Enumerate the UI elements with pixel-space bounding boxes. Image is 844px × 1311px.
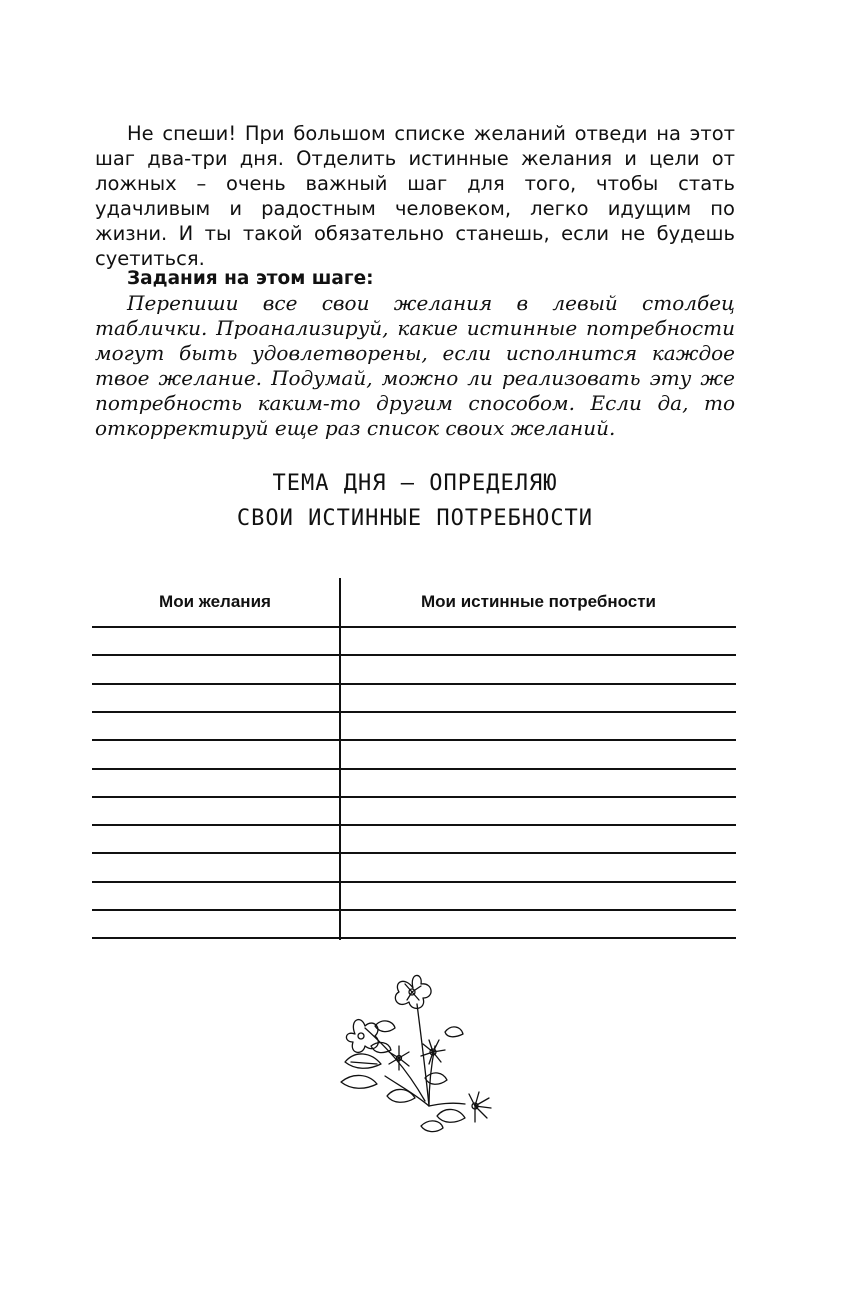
wish-cell[interactable] [92, 770, 338, 796]
theme-title-line2: СВОИ ИСТИННЫЕ ПОТРЕБНОСТИ [236, 506, 594, 531]
need-cell[interactable] [342, 628, 736, 654]
need-cell[interactable] [342, 883, 736, 909]
need-cell[interactable] [342, 713, 736, 739]
intro-paragraph: Не спеши! При большом списке желаний отведи на этот шаг два-три дня. Отделить истинные желания и цели от ложных – очень важный шаг для того, чтобы стать удачливым и радостным человеком, легко идущим по жизни. И ты такой обязательно станешь, если не будешь суетиться. [95, 122, 735, 270]
need-cell[interactable] [342, 656, 736, 682]
wish-cell[interactable] [92, 628, 338, 654]
need-cell[interactable] [342, 741, 736, 767]
wishes-table [92, 578, 736, 940]
wish-cell[interactable] [92, 713, 338, 739]
flower-bouquet-icon [325, 966, 505, 1138]
tasks-text: Перепиши все свои желания в левый столбец таблички. Проанализируй, какие истинные потребности могут быть удовлетворены, если исполнится каждое твое желание. Подумай, можно ли реализовать эту же потребность каким-то другим способом. Если да, то откорректируй еще раз список своих желаний. [95, 291, 735, 440]
wish-cell[interactable] [92, 854, 338, 880]
need-cell[interactable] [342, 685, 736, 711]
need-cell[interactable] [342, 826, 736, 852]
need-cell[interactable] [342, 854, 736, 880]
need-cell[interactable] [342, 770, 736, 796]
column-header-wishes: Мои желания [159, 592, 271, 611]
column-header-needs: Мои истинные потребности [421, 592, 656, 611]
table-row-line [92, 937, 736, 939]
wish-cell[interactable] [92, 656, 338, 682]
wish-cell[interactable] [92, 741, 338, 767]
column-divider [339, 578, 341, 940]
theme-title-line1: ТЕМА ДНЯ – ОПРЕДЕЛЯЮ [272, 471, 558, 496]
need-cell[interactable] [342, 798, 736, 824]
wish-cell[interactable] [92, 685, 338, 711]
need-cell[interactable] [342, 911, 736, 937]
wish-cell[interactable] [92, 798, 338, 824]
tasks-heading: Задания на этом шаге: [127, 268, 374, 289]
wish-cell[interactable] [92, 883, 338, 909]
wish-cell[interactable] [92, 911, 338, 937]
wish-cell[interactable] [92, 826, 338, 852]
